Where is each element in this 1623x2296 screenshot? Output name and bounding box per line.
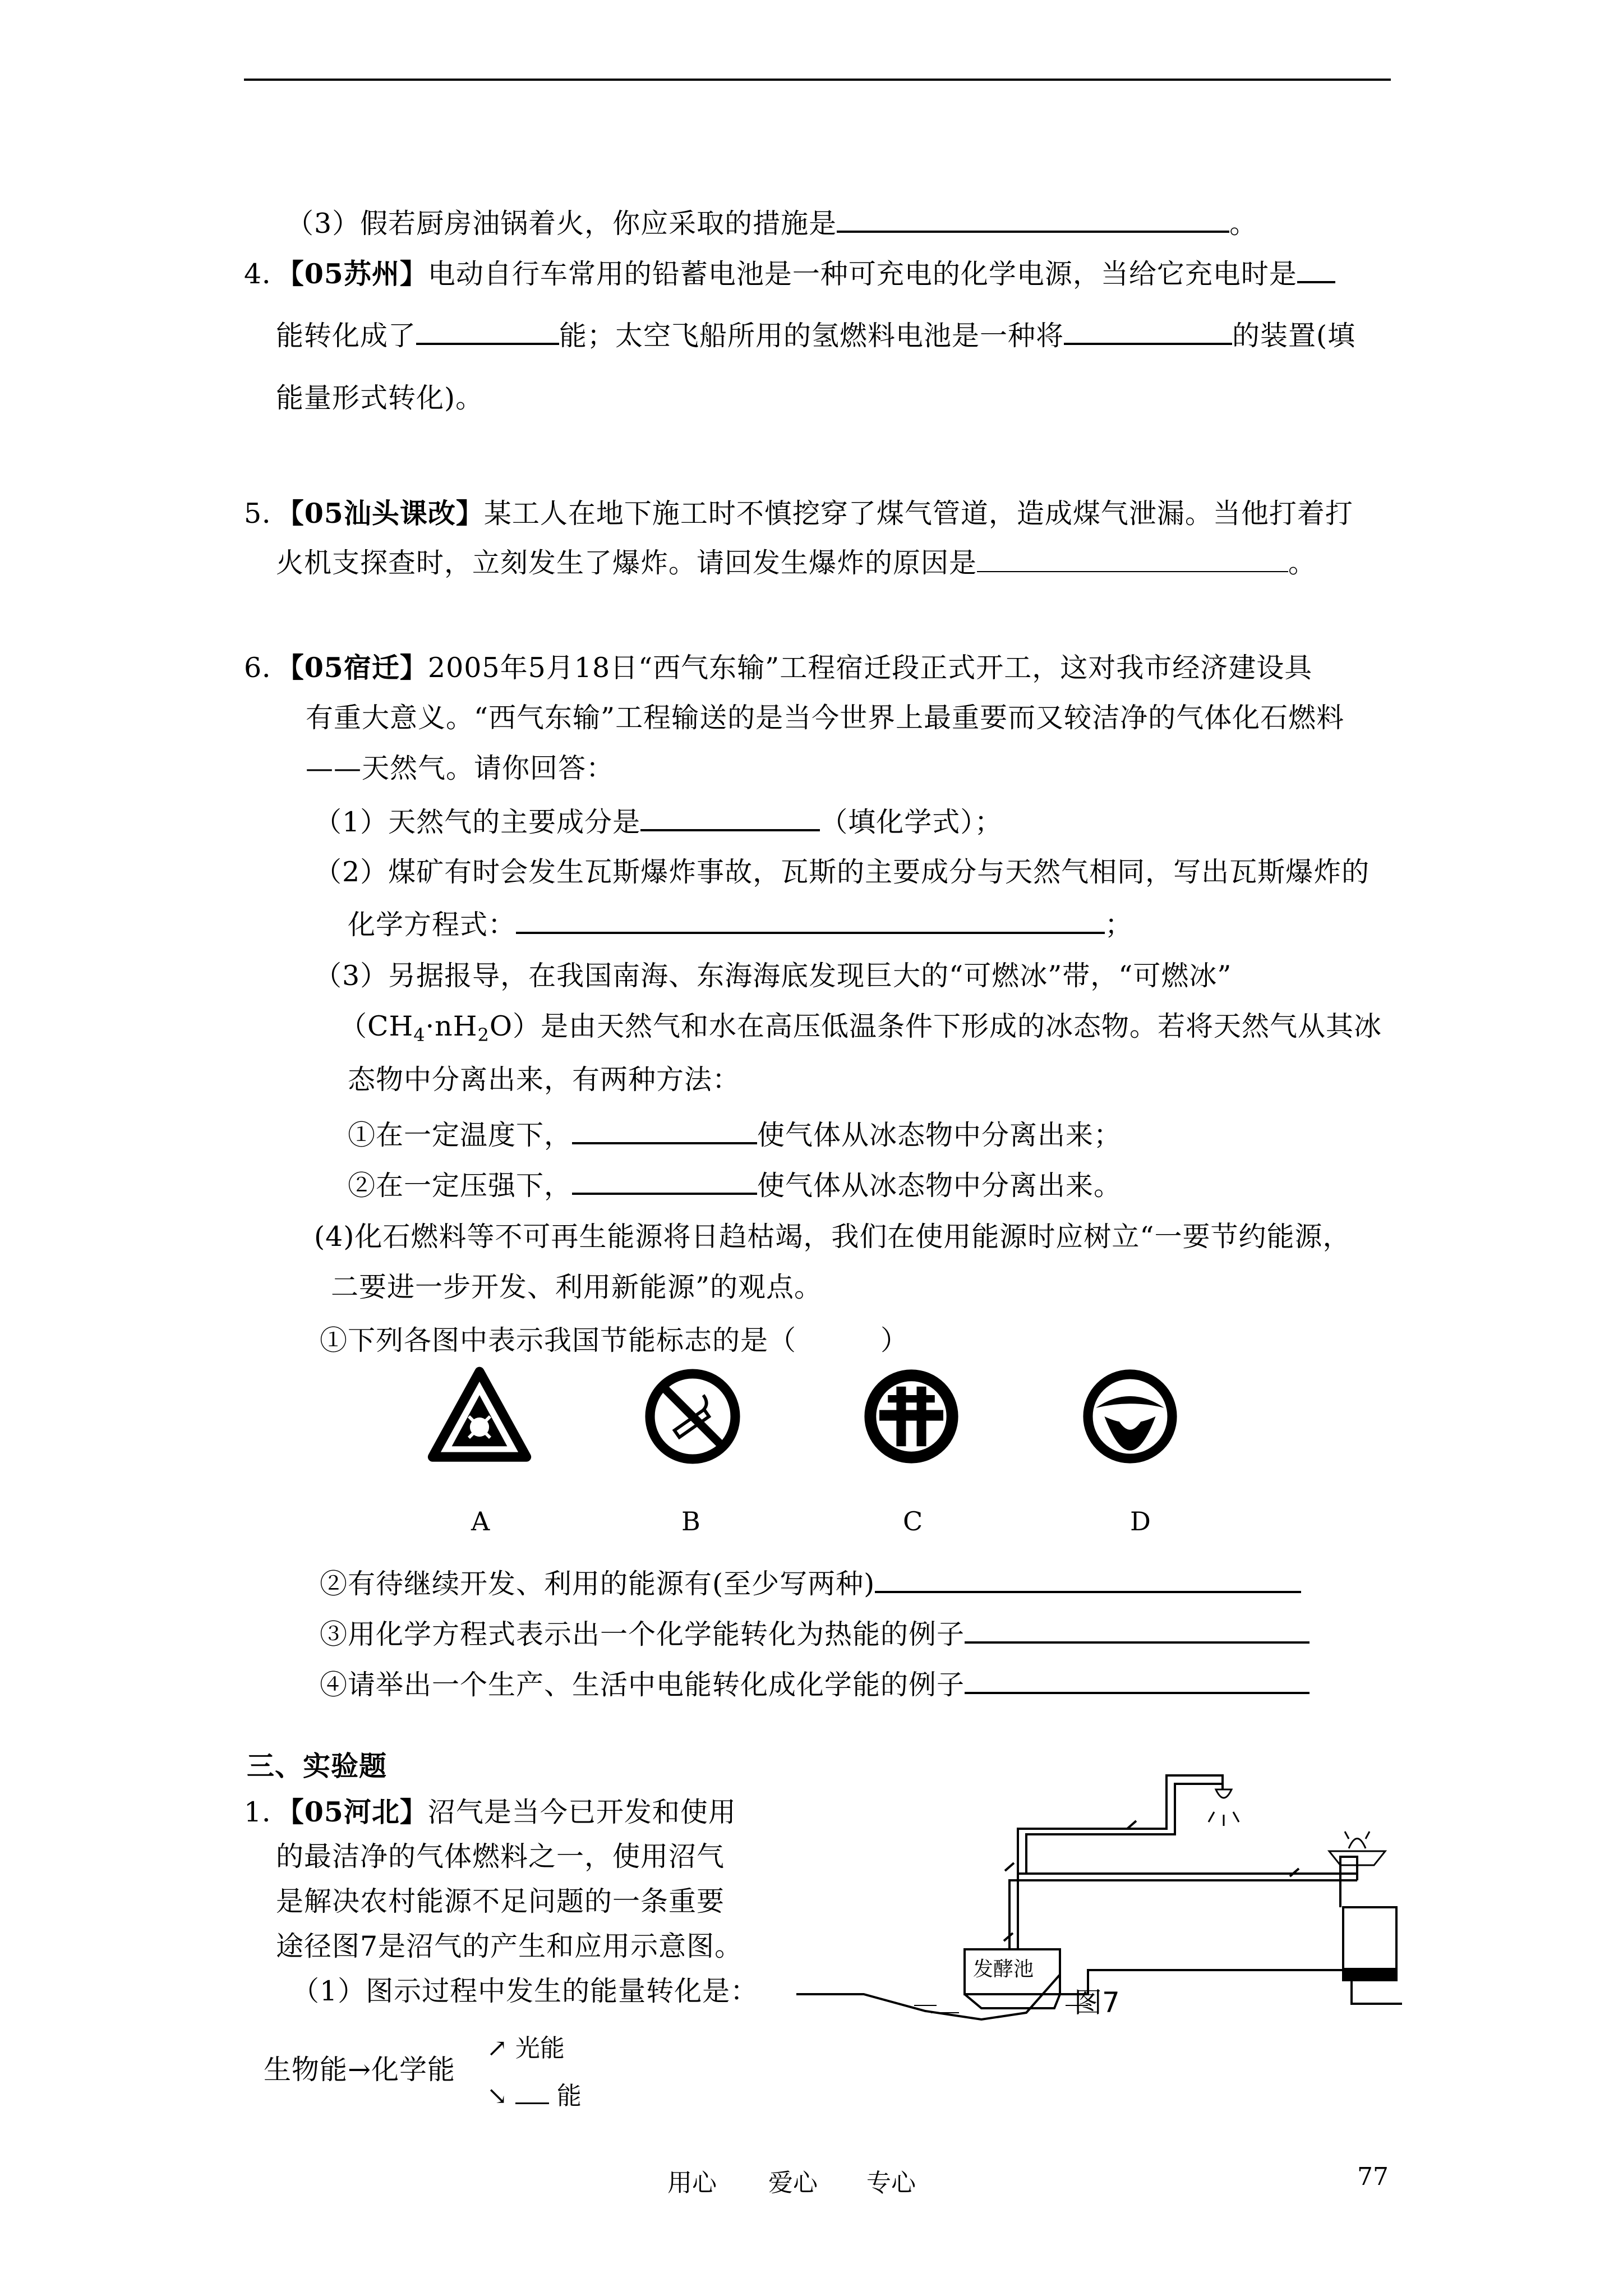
choice-label-b: B (681, 1506, 700, 1536)
choice-label-c: C (903, 1506, 923, 1536)
q6-line2: 有重大意义。“西气东输”工程输送的是当今世界上最重要而又较洁净的气体化石燃料 (306, 702, 1345, 734)
q6-part3-method1: ①在一定温度下， 使气体从冰态物中分离出来； (348, 1116, 1122, 1152)
question-source: 【05河北】 (290, 1796, 428, 1828)
q6-part4-sub2: ②有待继续开发、利用的能源有(至少写两种) (320, 1565, 1301, 1601)
answer-blank[interactable] (1297, 255, 1335, 283)
question-source: 【05宿迁】 (290, 651, 428, 684)
tank-label: 发酵池 (973, 1958, 1034, 1981)
q5-line1: 5．【05汕头课改】某工人在地下施工时不慎挖穿了煤气管道，造成煤气泄漏。当他打着打 (244, 497, 1353, 530)
choice-label-d: D (1130, 1506, 1151, 1536)
q6-part4-sub1: ①下列各图中表示我国节能标志的是（ ） (320, 1324, 909, 1356)
warning-triangle-icon[interactable] (426, 1363, 533, 1470)
answer-blank[interactable] (572, 1116, 757, 1144)
answer-blank[interactable] (977, 545, 1288, 572)
q6-part3-line2: $(CH_4\cdot nH_2O)$是由天然气和水在高压低温条件下形成的冰态物。若将天然气从其冰 (339, 1010, 1382, 1046)
answer-blank[interactable] (515, 2083, 549, 2104)
branch-blank: ↘ 能 (487, 2082, 582, 2110)
q6-line3: ——天然气。请你回答： (306, 752, 615, 784)
answer-blank[interactable] (640, 803, 820, 831)
q6-part4-line2: 二要进一步开发、利用新能源”的观点。 (331, 1271, 823, 1303)
q6-part1: （1）天然气的主要成分是 （填化学式）； (314, 803, 1003, 839)
answer-blank[interactable] (1064, 317, 1232, 345)
q6-part3-method2: ②在一定压强下， 使气体从冰态物中分离出来。 (348, 1167, 1122, 1203)
q6-part2-line1: （2）煤矿有时会发生瓦斯爆炸事故，瓦斯的主要成分与天然气相同，写出瓦斯爆炸的 (314, 856, 1370, 888)
q6-part4-sub4: ④请举出一个生产、生活中电能转化成化学能的例子 (320, 1666, 1310, 1702)
q4-line3: 能量形式转化)。 (276, 382, 484, 414)
footer-right: 专心 (866, 2169, 916, 2197)
q6-part4-sub3: ③用化学方程式表示出一个化学能转化为热能的例子 (320, 1616, 1310, 1651)
answer-blank[interactable] (965, 1616, 1310, 1644)
s3-q1-line4: 途径图7是沼气的产生和应用示意图。 (276, 1930, 743, 1962)
q6-part3-line1: （3）另据报导，在我国南海、东海海底发现巨大的“可燃冰”带，“可燃冰” (314, 960, 1232, 992)
answer-blank[interactable] (837, 205, 1229, 233)
q6-part4-line1: (4)化石燃料等不可再生能源将日趋枯竭，我们在使用能源时应树立“一要节约能源， (314, 1221, 1351, 1253)
section-title: 三、实验题 (247, 1750, 388, 1782)
s3-q1-line1: 1．【05河北】沼气是当今已开发和使用 (244, 1796, 736, 1828)
q4-line2: 能转化成了 能；太空飞船所用的氢燃料电池是一种将 的装置(填 (276, 317, 1355, 353)
answer-blank[interactable] (516, 906, 1105, 934)
q4-line1: 4．【05苏州】电动自行车常用的铅蓄电池是一种可充电的化学电源，当给它充电时是 (244, 255, 1335, 291)
footer-mid: 爱心 (768, 2169, 818, 2197)
energy-saving-circle-icon[interactable] (858, 1363, 965, 1470)
page-number: 77 (1357, 2162, 1389, 2191)
answer-blank[interactable] (572, 1167, 757, 1195)
q6-part3-line3: 态物中分离出来，有两种方法： (348, 1064, 741, 1096)
choice-label-a: A (471, 1506, 490, 1536)
question-source: 【05苏州】 (290, 257, 428, 290)
energy-chain: 生物能→化学能 (264, 2054, 456, 2086)
s3-q1-line2: 的最洁净的气体燃料之一，使用沼气 (276, 1841, 725, 1872)
header-rule (244, 79, 1391, 81)
answer-blank[interactable] (416, 317, 559, 345)
answer-blank[interactable] (875, 1565, 1301, 1593)
no-smoking-icon[interactable] (639, 1363, 746, 1470)
water-saving-icon[interactable] (1077, 1363, 1183, 1470)
s3-q1-line5: （1）图示过程中发生的能量转化是： (292, 1975, 759, 2007)
q3-part3-line: （3）假若厨房油锅着火，你应采取的措施是 。 (286, 205, 1257, 241)
q6-line1: 6．【05宿迁】2005年5月18日“西气东输”工程宿迁段正式开工，这对我市经济建设具 (244, 651, 1313, 684)
figure-caption: 图7 (1074, 1986, 1120, 2019)
question-source: 【05汕头课改】 (290, 497, 484, 530)
s3-q1-line3: 是解决农村能源不足问题的一条重要 (276, 1885, 725, 1917)
footer-left: 用心 (667, 2169, 717, 2197)
answer-blank[interactable] (965, 1666, 1310, 1694)
energy-sign-choices (426, 1363, 1211, 1536)
q6-part2-line2: 化学方程式： ； (348, 906, 1133, 942)
branch-light: ↗ 光能 (487, 2034, 565, 2063)
q5-line2: 火机支探查时，立刻发生了爆炸。请回发生爆炸的原因是 。 (276, 545, 1316, 580)
